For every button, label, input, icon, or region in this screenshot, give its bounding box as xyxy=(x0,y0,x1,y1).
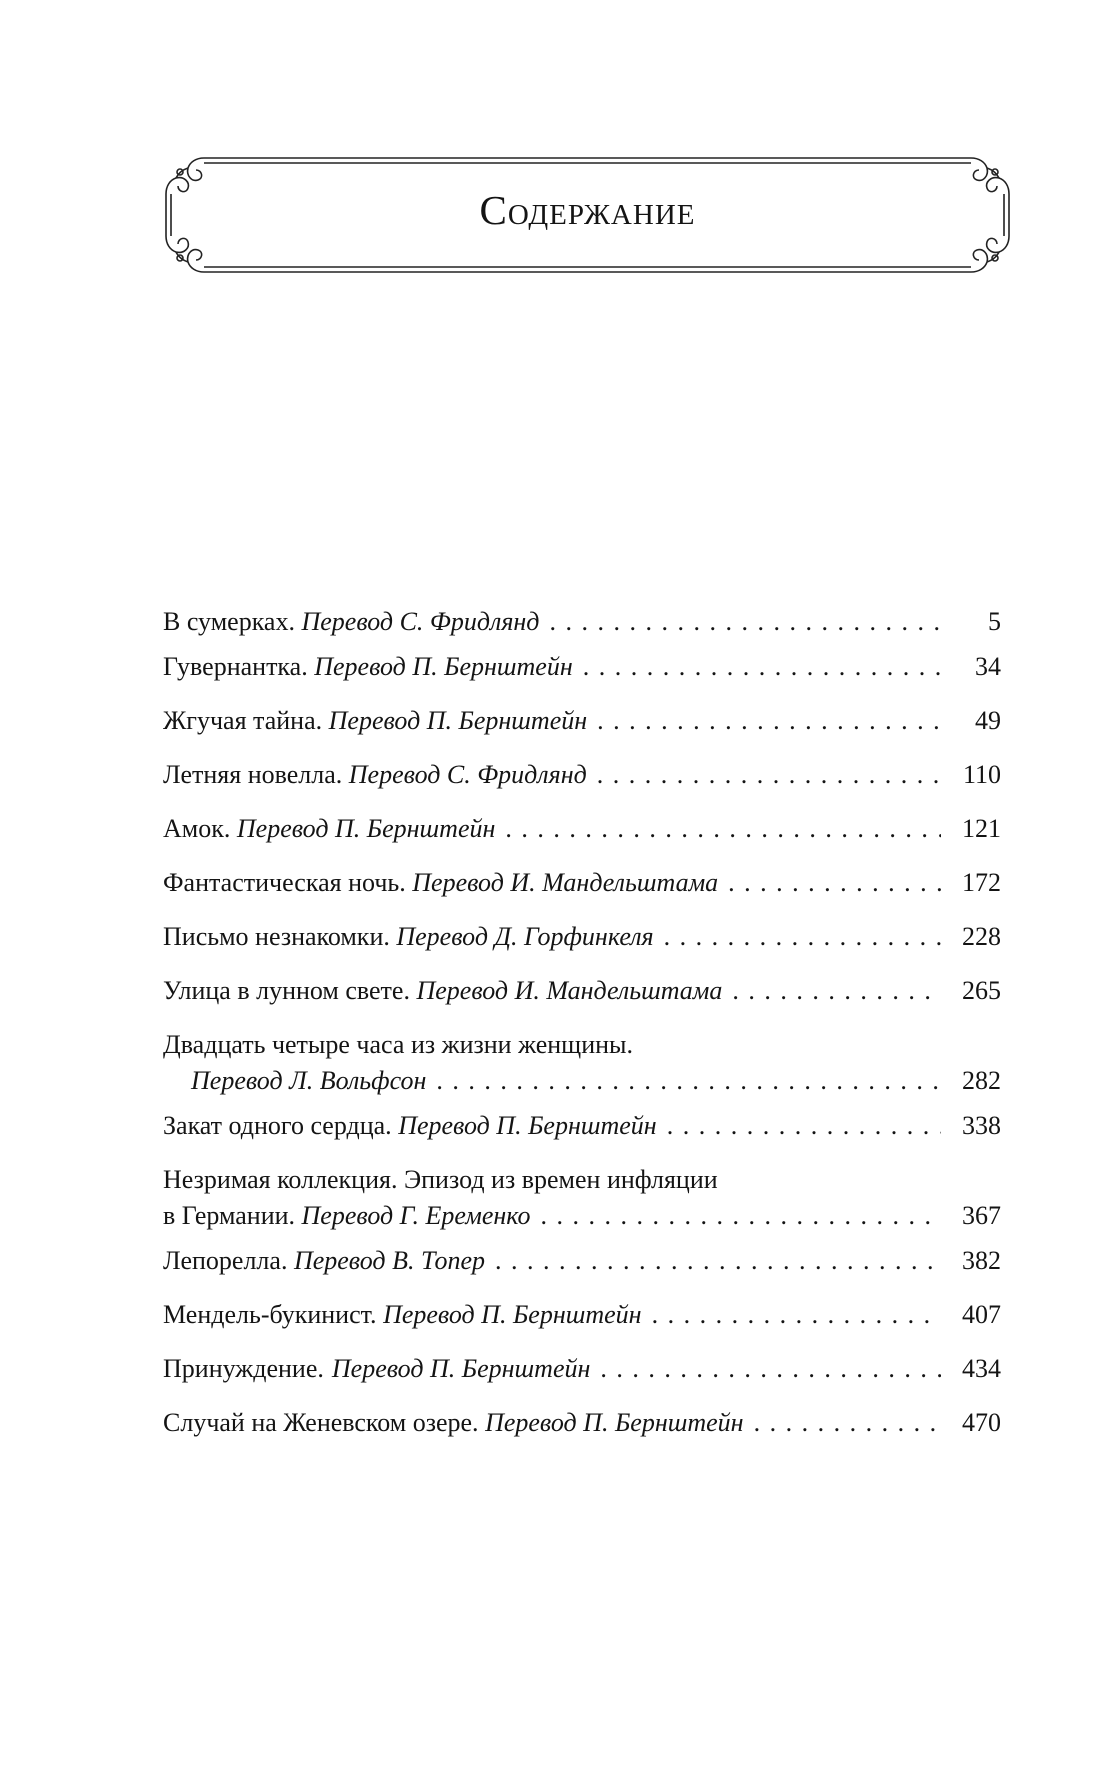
toc-entry-translator: Перевод П. Бернштейн xyxy=(328,706,588,735)
leader-dots xyxy=(436,1063,941,1099)
leader-dots xyxy=(732,964,941,1018)
toc-entry[interactable] xyxy=(163,640,1001,694)
toc-entry-translator: Перевод Л. Вольфсон xyxy=(191,1066,427,1095)
toc-entry-title-cont: в Германии. xyxy=(163,1201,296,1230)
toc-entry[interactable] xyxy=(163,748,1001,802)
leader-dots xyxy=(754,1396,941,1450)
toc-entry-title: Лепорелла. xyxy=(163,1246,288,1275)
toc-entry-page: 34 xyxy=(975,652,1001,681)
toc-entry-title: Летняя новелла. xyxy=(163,760,343,789)
leader-dots xyxy=(495,1234,941,1288)
toc-entry-title: Мендель-букинист. xyxy=(163,1300,377,1329)
toc-entry-translator: Перевод Г. Еременко xyxy=(301,1201,531,1230)
toc-entry-title: В сумерках. xyxy=(163,607,295,636)
toc-entry-title: Жгучая тайна. xyxy=(163,706,323,735)
toc-entry-translator: Перевод П. Бернштейн xyxy=(331,1354,591,1383)
toc-entry-title: Случай на Женевском озере. xyxy=(163,1408,479,1437)
toc-entry[interactable] xyxy=(163,1234,1001,1288)
toc-entry-translator: Перевод И. Мандельштама xyxy=(412,868,719,897)
toc-entry-title: Письмо незнакомки. xyxy=(163,922,390,951)
toc-entry-title: Амок. xyxy=(163,814,231,843)
toc-entry-page: 470 xyxy=(962,1408,1001,1437)
leader-dots xyxy=(667,1099,941,1153)
toc-entry-translator: Перевод С. Фридлянд xyxy=(348,760,587,789)
leader-dots xyxy=(583,640,941,694)
toc-entry[interactable] xyxy=(163,604,1001,640)
toc-entry[interactable] xyxy=(163,802,1001,856)
toc-entry[interactable] xyxy=(163,856,1001,910)
toc-entry-translator: Перевод И. Мандельштама xyxy=(416,976,723,1005)
toc-entry[interactable] xyxy=(163,910,1001,964)
toc-entry-title: Улица в лунном свете. xyxy=(163,976,410,1005)
toc-entry-page: 407 xyxy=(962,1300,1001,1329)
toc-entry-translator: Перевод П. Бернштейн xyxy=(383,1300,642,1329)
toc-entry[interactable] xyxy=(163,1342,1001,1396)
toc-entry-page: 382 xyxy=(962,1246,1001,1275)
toc-entry-page: 265 xyxy=(962,976,1001,1005)
toc-entry-page: 49 xyxy=(975,706,1001,735)
toc-entry[interactable] xyxy=(163,1099,1001,1153)
toc-entry-title: Закат одного сердца. xyxy=(163,1111,392,1140)
toc-entry-page: 228 xyxy=(962,922,1001,951)
toc-entry-title: Принуждение. xyxy=(163,1354,324,1383)
title-frame xyxy=(160,152,1015,278)
toc-entry-page: 121 xyxy=(962,814,1001,843)
toc-entry-translator: Перевод В. Топер xyxy=(293,1246,486,1275)
toc-entry-title: Двадцать четыре часа из жизни женщины. xyxy=(163,1030,633,1059)
table-of-contents xyxy=(163,604,1001,1450)
toc-entry-page: 434 xyxy=(962,1354,1001,1383)
toc-entry[interactable] xyxy=(163,1162,1001,1234)
toc-entry-page: 338 xyxy=(962,1111,1001,1140)
leader-dots xyxy=(549,604,941,640)
toc-entry-title: Незримая коллекция. Эпизод из времен инфляции xyxy=(163,1165,718,1194)
leader-dots xyxy=(600,1342,941,1396)
leader-dots xyxy=(505,802,941,856)
toc-entry[interactable] xyxy=(163,1027,1001,1099)
toc-entry[interactable] xyxy=(163,964,1001,1018)
toc-entry-translator: Перевод Д. Горфинкеля xyxy=(396,922,654,951)
leader-dots xyxy=(540,1198,941,1234)
toc-entry[interactable] xyxy=(163,694,1001,748)
toc-entry-page: 110 xyxy=(962,760,1001,789)
toc-entry-translator: Перевод П. Бернштейн xyxy=(398,1111,657,1140)
toc-entry-page: 282 xyxy=(962,1066,1001,1095)
toc-entry-page: 172 xyxy=(962,868,1001,897)
toc-entry-title: Гувернантка. xyxy=(163,652,308,681)
leader-dots xyxy=(664,910,941,964)
toc-entry-page: 5 xyxy=(988,607,1001,636)
leader-dots xyxy=(597,748,941,802)
toc-entry-page: 367 xyxy=(962,1201,1001,1230)
page-title: Содержание xyxy=(479,187,696,233)
toc-entry-title: Фантастическая ночь. xyxy=(163,868,406,897)
leader-dots xyxy=(597,694,941,748)
toc-entry[interactable] xyxy=(163,1396,1001,1450)
toc-entry[interactable] xyxy=(163,1288,1001,1342)
toc-entry-translator: Перевод П. Бернштейн xyxy=(314,652,573,681)
toc-entry-translator: Перевод П. Бернштейн xyxy=(485,1408,744,1437)
leader-dots xyxy=(652,1288,941,1342)
toc-entry-translator: Перевод С. Фридлянд xyxy=(301,607,540,636)
leader-dots xyxy=(728,856,941,910)
toc-entry-translator: Перевод П. Бернштейн xyxy=(236,814,496,843)
